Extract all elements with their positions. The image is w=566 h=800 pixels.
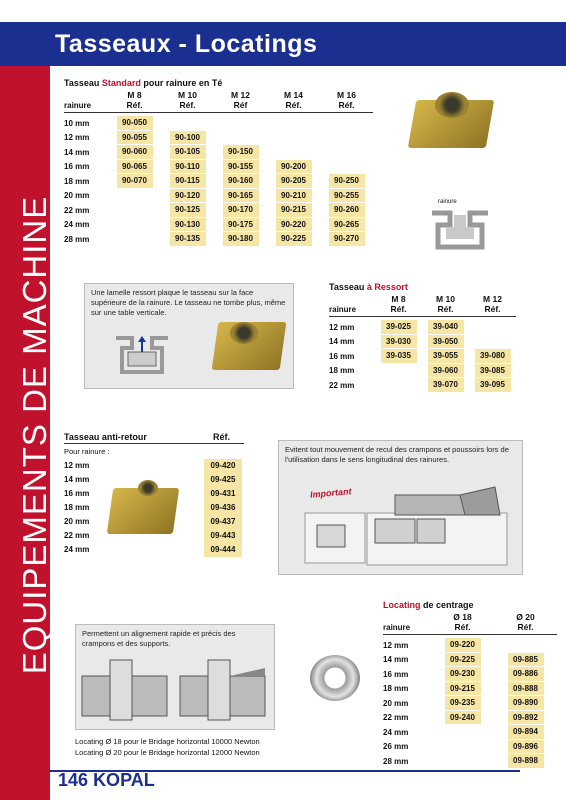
ref-value: 39-055 <box>428 349 464 363</box>
ref-value: 09-444 <box>204 543 242 557</box>
ref-value: 09-885 <box>508 653 544 667</box>
row-label: 16 mm <box>383 669 409 679</box>
ref-cell <box>108 145 161 160</box>
ref-value: 09-443 <box>204 529 242 543</box>
ref-cell <box>108 203 161 218</box>
ref-cell <box>469 364 516 379</box>
ref-cell <box>469 378 516 393</box>
rainure-icon <box>430 205 490 255</box>
row-label: 14 mm <box>329 337 355 346</box>
row-label: 12 mm <box>64 461 90 470</box>
row-label: 26 mm <box>383 742 409 751</box>
ref-cell <box>431 711 494 726</box>
ref-value: 09-896 <box>508 740 544 754</box>
row-label: 12 mm <box>64 133 90 142</box>
antiretour-title <box>64 432 147 442</box>
ref-value: 09-886 <box>508 667 544 681</box>
row-label: 12 mm <box>329 322 355 332</box>
ressort-title <box>329 282 408 292</box>
locating-icon <box>80 656 270 726</box>
ref-value: 90-170 <box>223 203 259 217</box>
table-row <box>64 145 373 160</box>
row-label: 16 mm <box>329 351 355 361</box>
ref-cell <box>375 364 422 379</box>
ref-cell <box>431 638 494 653</box>
column-ref-header: Réf. <box>179 100 196 110</box>
column-size-header: M 8 <box>391 294 406 304</box>
ref-cell <box>320 203 373 218</box>
row-label: 18 mm <box>64 503 90 512</box>
ref-cell <box>422 349 469 364</box>
ref-cell <box>320 145 373 160</box>
ref-cell <box>375 320 422 335</box>
row-label: 20 mm <box>64 517 90 526</box>
ref-value: 09-431 <box>204 487 242 501</box>
antiretour-rule <box>64 443 244 444</box>
ref-cell <box>108 160 161 175</box>
grid <box>383 612 557 632</box>
ref-cell <box>214 218 267 233</box>
ref-cell <box>375 335 422 350</box>
column-ref-header: Réf <box>233 100 248 110</box>
table-row <box>329 378 516 393</box>
ref-cell <box>422 364 469 379</box>
standard-title <box>64 78 222 88</box>
ref-value: 90-180 <box>223 232 259 246</box>
ref-value: 90-255 <box>329 189 365 203</box>
ref-value: 90-115 <box>170 174 206 188</box>
ref-cell <box>320 160 373 175</box>
spring-t-nut-hole <box>230 322 258 344</box>
ref-value: 90-270 <box>329 232 365 246</box>
table-row <box>64 131 373 146</box>
ref-cell <box>267 218 320 233</box>
ref-cell <box>214 131 267 146</box>
ref-value: 90-120 <box>170 189 206 203</box>
ref-value: 09-220 <box>445 638 481 652</box>
ref-cell <box>267 131 320 146</box>
row-label: 18 mm <box>64 176 90 186</box>
table-rule <box>64 112 373 113</box>
ref-cell <box>494 638 557 653</box>
table-row <box>383 682 557 697</box>
ref-cell <box>267 203 320 218</box>
ref-value: 09-888 <box>508 682 544 696</box>
ref-value: 39-050 <box>428 335 464 349</box>
ref-cell <box>320 116 373 131</box>
column-size-header: M 12 <box>231 90 250 100</box>
ref-cell <box>161 131 214 146</box>
sidebar-title: EQUIPEMENTS DE MACHINE <box>16 195 53 675</box>
row-label: 14 mm <box>64 147 90 157</box>
column-ref-header: Réf. <box>126 100 143 110</box>
table-row <box>64 218 373 233</box>
ref-value: 09-230 <box>445 667 481 681</box>
table-row <box>383 725 557 740</box>
table-rule <box>383 634 557 635</box>
ref-value: 90-260 <box>329 203 365 217</box>
ref-cell <box>494 740 557 755</box>
row-label: 10 mm <box>64 118 90 128</box>
corner-cell <box>64 90 108 100</box>
ref-cell <box>320 189 373 204</box>
ref-value: 39-080 <box>475 349 511 363</box>
ref-cell <box>320 174 373 189</box>
table-row <box>383 653 557 668</box>
locating-title-red: Locating <box>383 600 421 610</box>
ref-value: 90-065 <box>117 160 153 174</box>
ref-cell <box>267 189 320 204</box>
ressort-table <box>329 294 516 393</box>
corner-cell <box>383 612 431 622</box>
important-label: Important <box>309 486 352 500</box>
footer-page <box>58 770 155 791</box>
table-row <box>64 232 373 247</box>
ref-cell <box>161 232 214 247</box>
ref-cell <box>108 131 161 146</box>
ref-value: 90-070 <box>117 174 153 188</box>
ressort-title-red: à Ressort <box>366 282 408 292</box>
row-label: 22 mm <box>329 380 355 390</box>
column-ref-header: Réf. <box>390 304 407 314</box>
locating-line-18: Locating Ø 18 pour le Bridage horizontal 10000 Newton <box>75 737 260 746</box>
table-row <box>64 116 373 131</box>
ref-cell <box>431 740 494 755</box>
ref-cell <box>431 682 494 697</box>
row-label: 16 mm <box>64 162 90 171</box>
ref-value: 90-265 <box>329 218 365 232</box>
ref-value: 90-130 <box>170 218 206 232</box>
ref-cell <box>161 116 214 131</box>
grid <box>329 294 516 314</box>
ref-cell <box>494 682 557 697</box>
ref-value: 90-165 <box>223 189 259 203</box>
antiretour-title-text: Tasseau anti-retour <box>64 432 147 442</box>
ref-value: 90-125 <box>170 203 206 217</box>
ref-cell <box>320 218 373 233</box>
ref-value: 90-100 <box>170 131 206 145</box>
ref-cell <box>431 667 494 682</box>
corner-cell <box>329 294 375 304</box>
ref-value: 39-085 <box>475 364 511 378</box>
table-rule <box>329 316 516 317</box>
ref-cell <box>267 232 320 247</box>
ref-cell <box>214 116 267 131</box>
ref-value: 90-105 <box>170 145 206 159</box>
table-row <box>329 349 516 364</box>
clamp-icon <box>295 485 520 570</box>
column-ref-header: Réf. <box>285 100 302 110</box>
row-label: 18 mm <box>383 684 409 693</box>
locating-diagram <box>80 656 270 731</box>
ref-cell <box>431 725 494 740</box>
antiretour-sub: Pour rainure : <box>64 447 110 456</box>
column-size-header: M 12 <box>483 294 502 304</box>
ref-value: 09-437 <box>204 515 242 529</box>
table-row <box>383 754 557 769</box>
row-label: 24 mm <box>383 727 409 737</box>
ref-value: 09-235 <box>445 696 481 710</box>
ref-cell <box>161 160 214 175</box>
ressort-title-pre: Tasseau <box>329 282 367 292</box>
table-row <box>383 740 557 755</box>
ref-cell <box>267 145 320 160</box>
ref-cell <box>431 696 494 711</box>
ref-cell <box>267 174 320 189</box>
antiretour-note-text: Evitent tout mouvement de recul des crampons et poussoirs lors de l'utilisation dans le sens longitudinal des rainures. <box>285 445 509 464</box>
grid-body <box>383 638 557 769</box>
ref-cell <box>214 160 267 175</box>
ref-cell <box>267 116 320 131</box>
spring-icon <box>112 328 172 378</box>
ref-cell <box>469 320 516 335</box>
ref-value: 90-250 <box>329 174 365 188</box>
locating-title-post: de centrage <box>420 600 474 610</box>
ref-cell <box>494 725 557 740</box>
grid <box>64 90 373 110</box>
table-row <box>64 174 373 189</box>
ref-cell <box>214 203 267 218</box>
ref-value: 09-225 <box>445 653 481 667</box>
ref-cell <box>431 653 494 668</box>
rainure-diagram <box>430 199 490 260</box>
ref-value: 39-040 <box>428 320 464 334</box>
ref-value: 39-060 <box>428 364 464 378</box>
ref-cell <box>375 378 422 393</box>
table-row <box>329 335 516 350</box>
column-ref-header: Réf. <box>437 304 454 314</box>
ref-value: 09-898 <box>508 754 544 768</box>
ref-cell <box>161 218 214 233</box>
row-label: 22 mm <box>383 713 409 722</box>
ref-value: 09-240 <box>445 711 481 725</box>
ref-cell <box>494 667 557 682</box>
ref-value: 09-425 <box>204 473 242 487</box>
ref-value: 90-055 <box>117 131 153 145</box>
row-label: 28 mm <box>383 756 409 766</box>
standard-title-post: pour rainure en Té <box>140 78 223 88</box>
ref-cell <box>108 116 161 131</box>
ref-cell <box>422 320 469 335</box>
table-row <box>383 638 557 653</box>
locating-note-text: Permettent un alignement rapide et précis des crampons et des supports. <box>82 629 236 648</box>
table-row <box>64 160 373 175</box>
ref-cell <box>161 203 214 218</box>
row-label: 24 mm <box>64 220 90 229</box>
column-ref-header: Réf. <box>484 304 501 314</box>
ref-cell <box>494 711 557 726</box>
ref-value: 09-892 <box>508 711 544 725</box>
column-size-header: M 14 <box>284 90 303 100</box>
table-row <box>383 696 557 711</box>
page-title: Tasseaux - Locatings <box>55 30 318 58</box>
ref-value: 09-420 <box>204 459 242 473</box>
ref-value: 09-215 <box>445 682 481 696</box>
ref-cell <box>161 145 214 160</box>
ref-value: 90-215 <box>276 203 312 217</box>
ref-value: 39-095 <box>475 378 511 392</box>
ref-cell <box>320 131 373 146</box>
row-label: 22 mm <box>64 531 90 540</box>
column-ref-header: Réf. <box>338 100 355 110</box>
ref-value: 90-110 <box>170 160 206 174</box>
ref-cell <box>422 378 469 393</box>
ref-cell <box>214 174 267 189</box>
ref-value: 90-060 <box>117 145 153 159</box>
ref-cell <box>214 145 267 160</box>
ref-cell <box>320 232 373 247</box>
row-label: 18 mm <box>329 366 355 375</box>
row-label-header: rainure <box>329 304 357 314</box>
ref-value: 90-175 <box>223 218 259 232</box>
rainure-label: rainure <box>438 199 457 205</box>
ref-cell <box>431 754 494 769</box>
ref-value: 90-155 <box>223 160 259 174</box>
spring-diagram <box>112 328 172 383</box>
column-size-header: M 10 <box>178 90 197 100</box>
ref-value: 90-225 <box>276 232 312 246</box>
column-size-header: Ø 20 <box>516 612 535 622</box>
ref-value: 09-890 <box>508 696 544 710</box>
ref-cell <box>494 696 557 711</box>
ref-value: 09-436 <box>204 501 242 515</box>
row-label: 20 mm <box>383 698 409 708</box>
ref-value: 90-050 <box>117 116 153 130</box>
table-row <box>64 543 242 557</box>
ressort-note-text: Une lamelle ressort plaque le tasseau sur la face supérieure de la rainure. Le tasseau ne tombe plus, même sur une table verticale. <box>91 288 286 317</box>
ref-cell <box>108 174 161 189</box>
ref-value: 39-025 <box>381 320 417 334</box>
table-row <box>64 459 242 473</box>
ref-cell <box>108 218 161 233</box>
ref-value: 90-210 <box>276 189 312 203</box>
t-nut-hole <box>435 92 469 118</box>
locating-ring-image <box>310 655 360 701</box>
row-label: 14 mm <box>383 655 409 664</box>
ref-value: 90-150 <box>223 145 259 159</box>
ref-value: 39-030 <box>381 335 417 349</box>
ref-value: 90-220 <box>276 218 312 232</box>
page-number: 146 <box>58 770 89 790</box>
ref-value: 90-160 <box>223 174 259 188</box>
brand-name: KOPAL <box>93 770 155 790</box>
row-label: 20 mm <box>64 191 90 200</box>
row-label: 16 mm <box>64 489 90 498</box>
column-size-header: Ø 18 <box>453 612 472 622</box>
row-label: 14 mm <box>64 475 90 484</box>
ref-cell <box>214 189 267 204</box>
ref-cell <box>375 349 422 364</box>
ref-cell <box>161 189 214 204</box>
ref-cell <box>469 349 516 364</box>
row-label: 24 mm <box>64 545 90 554</box>
table-row <box>329 320 516 335</box>
locating-table <box>383 612 557 769</box>
table-row <box>383 711 557 726</box>
row-label: 28 mm <box>64 234 90 244</box>
ref-cell <box>422 335 469 350</box>
grid-body <box>64 116 373 247</box>
ref-cell <box>214 232 267 247</box>
table-row <box>329 364 516 379</box>
ref-value: 09-894 <box>508 725 544 739</box>
row-label: 22 mm <box>64 205 90 215</box>
row-label-header: rainure <box>64 100 92 110</box>
grid-body <box>329 320 516 393</box>
column-size-header: M 10 <box>436 294 455 304</box>
locating-line-20: Locating Ø 20 pour le Bridage horizontal 12000 Newton <box>75 748 260 757</box>
standard-title-red: Standard <box>101 78 141 88</box>
table-row <box>64 189 373 204</box>
ref-cell <box>161 174 214 189</box>
clamp-diagram <box>295 485 520 575</box>
locating-title <box>383 600 474 610</box>
ref-cell <box>267 160 320 175</box>
ref-value: 39-035 <box>381 349 417 363</box>
ref-value: 90-200 <box>276 160 312 174</box>
ref-cell <box>469 335 516 350</box>
table-row <box>383 667 557 682</box>
ref-value: 90-135 <box>170 232 206 246</box>
ref-cell <box>494 754 557 769</box>
column-ref-header: Réf. <box>454 622 471 632</box>
column-size-header: M 8 <box>127 90 142 100</box>
antiretour-t-nut-hole <box>138 480 158 496</box>
ref-value: 39-070 <box>428 378 464 392</box>
row-label-header: rainure <box>383 622 411 632</box>
antiretour-ref-label: Réf. <box>213 432 231 442</box>
ref-value: 90-205 <box>276 174 312 188</box>
ref-cell <box>108 189 161 204</box>
standard-table <box>64 90 373 247</box>
standard-title-pre: Tasseau <box>64 78 102 88</box>
row-label: 12 mm <box>383 640 409 650</box>
column-size-header: M 16 <box>337 90 356 100</box>
ref-cell <box>108 232 161 247</box>
table-row <box>64 203 373 218</box>
ref-cell <box>494 653 557 668</box>
column-ref-header: Réf. <box>517 622 534 632</box>
